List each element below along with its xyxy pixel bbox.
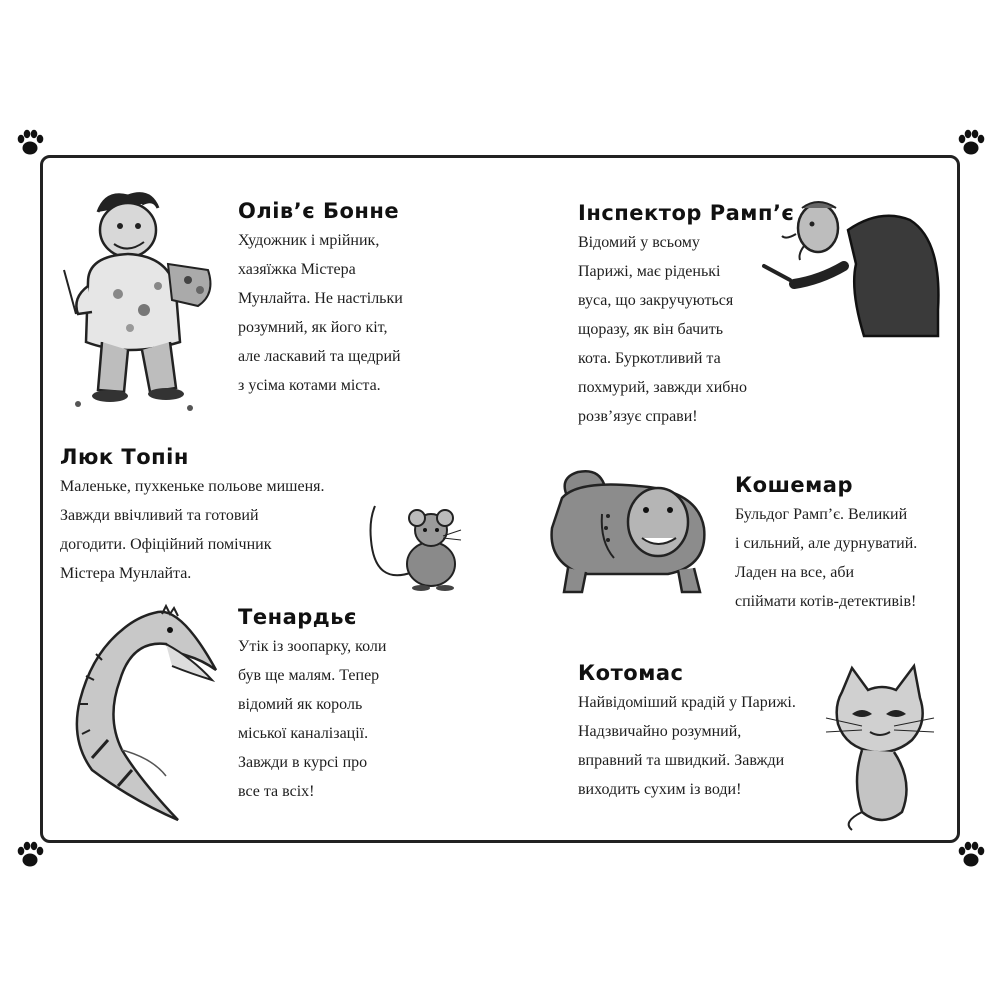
- description-line: Надзвичайно розумний,: [578, 723, 742, 740]
- description-line: похмурий, завжди хибно: [578, 379, 747, 396]
- character-entry-luc: [60, 444, 325, 588]
- description-line: Завжди в курсі про: [238, 754, 368, 771]
- description-line: Бульдог Рамп’є. Великий: [735, 506, 908, 523]
- description-line: і сильний, але дурнуватий.: [735, 535, 918, 552]
- description-line: міської каналізації.: [238, 725, 369, 742]
- description-line: виходить сухим із води!: [578, 781, 742, 798]
- character-name: Кошемар: [735, 473, 854, 497]
- description-line: був ще малям. Тепер: [238, 667, 380, 684]
- character-entry-kotomas: [578, 660, 796, 804]
- character-name: Інспектор Рамп’є: [578, 201, 795, 225]
- description-line: спіймати котів-детективів!: [735, 593, 917, 610]
- description-line: Відомий у всьому: [578, 234, 700, 251]
- character-description: [60, 472, 325, 588]
- character-description: [578, 228, 794, 431]
- description-line: розв’язує справи!: [578, 408, 698, 425]
- description-line: догодити. Офіційний помічник: [60, 536, 272, 553]
- description-line: Містера Мунлайта.: [60, 565, 192, 582]
- character-description: [735, 500, 917, 616]
- description-line: Художник і мрійник,: [238, 232, 380, 249]
- description-line: щоразу, як він бачить: [578, 321, 723, 338]
- description-line: хазяїжка Містера: [238, 261, 356, 278]
- description-line: відомий як король: [238, 696, 363, 713]
- character-name: Люк Топін: [60, 445, 189, 469]
- character-entry-olive: [238, 198, 403, 400]
- description-line: Утік із зоопарку, коли: [238, 638, 387, 655]
- description-line: вуса, що закручуються: [578, 292, 734, 309]
- description-line: розумний, як його кіт,: [238, 319, 388, 336]
- mouse-illustration: [365, 500, 465, 592]
- description-line: але ласкавий та щедрий: [238, 348, 401, 365]
- description-line: Ладен на все, аби: [735, 564, 855, 581]
- paw-print-icon: [956, 128, 986, 158]
- description-line: все та всіх!: [238, 783, 315, 800]
- character-name: Тенардьє: [238, 605, 357, 629]
- description-line: Парижі, має ріденькі: [578, 263, 721, 280]
- character-description: [578, 688, 796, 804]
- character-name: Котомас: [578, 661, 684, 685]
- description-line: вправний та швидкий. Завжди: [578, 752, 785, 769]
- character-entry-rampe: [578, 200, 794, 431]
- description-line: Найвідоміший крадій у Парижі.: [578, 694, 796, 711]
- character-description: [238, 226, 403, 400]
- description-line: кота. Буркотливий та: [578, 350, 721, 367]
- cat-illustration: [822, 662, 942, 832]
- description-line: з усіма котами міста.: [238, 377, 381, 394]
- character-entry-tenardye: [238, 604, 386, 806]
- character-entry-koshemar: [735, 472, 917, 616]
- crocodile-illustration: [62, 600, 222, 828]
- paw-print-icon: [15, 128, 45, 158]
- description-line: Завжди ввічливий та готовий: [60, 507, 259, 524]
- painter-illustration: [58, 182, 218, 418]
- character-description: [238, 632, 386, 806]
- description-line: Мунлайта. Не настільки: [238, 290, 403, 307]
- paw-print-icon: [15, 840, 45, 870]
- character-name: Олів’є Бонне: [238, 199, 400, 223]
- description-line: Маленьке, пухкеньке польове мишеня.: [60, 478, 325, 495]
- paw-print-icon: [956, 840, 986, 870]
- bulldog-illustration: [538, 458, 714, 598]
